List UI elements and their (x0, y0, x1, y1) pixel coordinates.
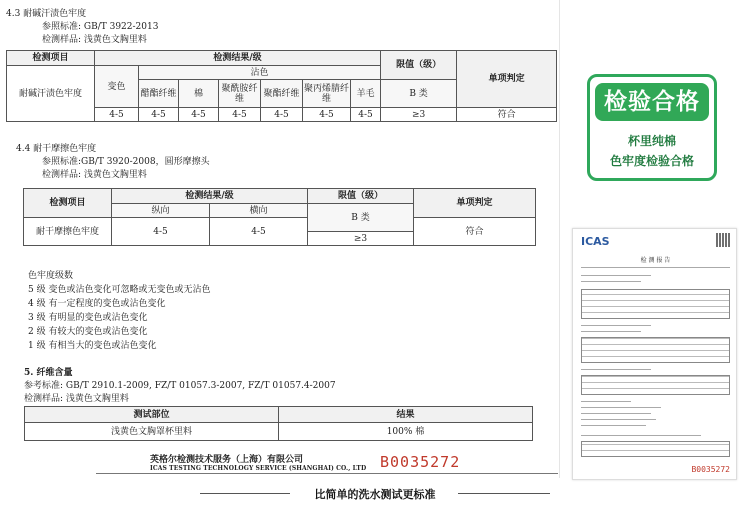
value-acetate: 4-5 (139, 108, 179, 122)
company-name: 英格尔检测技术服务（上海）有限公司 (150, 455, 304, 465)
thumb-line (581, 435, 701, 436)
section-5-standard: 参考标准: GB/T 2910.1-2009, FZ/T 01057.3-2007, FZ/T 01057.4-2007 (24, 381, 336, 391)
col-verdict: 单项判定 (457, 51, 557, 108)
verdict: 符合 (457, 108, 557, 122)
value-warp: 4-5 (112, 218, 210, 246)
fiber-result: 100% 棉 (279, 423, 533, 441)
section-5-sample: 检测样品: 浅黄色文胸里料 (24, 394, 129, 404)
section-4-4-sample: 检测样品: 浅黄色文胸里料 (42, 170, 147, 180)
test-part: 浅黄色文胸罩杯里料 (25, 423, 279, 441)
thumb-line (581, 331, 641, 332)
report-thumbnail (572, 228, 737, 480)
caption: 比简单的洗水测试更标准 (314, 488, 436, 501)
col-color-change: 变色 (95, 66, 139, 108)
limit-value: ≥3 (308, 232, 414, 246)
limit-value: ≥3 (381, 108, 457, 122)
value-polyester: 4-5 (261, 108, 303, 122)
grade-4: 4 级 有一定程度的变色或沾色变化 (28, 299, 166, 309)
company-name-en: ICAS TESTING TECHNOLOGY SERVICE (SHANGHAI) CO., LTD (150, 465, 367, 472)
value-acrylic: 4-5 (303, 108, 351, 122)
fiber-acrylic: 聚丙烯腈纤维 (303, 80, 351, 108)
thumb-table (581, 441, 730, 457)
badge-line-2: 色牢度检验合格 (609, 154, 694, 168)
qr-code-icon (716, 233, 730, 247)
fiber-polyester: 聚酯纤维 (261, 80, 303, 108)
thumb-line (581, 325, 651, 326)
thumb-line (581, 425, 646, 426)
caption-divider-right (458, 493, 550, 494)
col-item: 检测项目 (7, 51, 95, 66)
col-result: 检测结果/级 (112, 189, 308, 204)
grades-title: 色牢度级数 (28, 271, 74, 281)
thumb-line (581, 369, 651, 370)
section-5-heading: 5. 纤维含量 (24, 368, 73, 378)
section-4-3-sample: 检测样品: 浅黄色文胸里料 (42, 35, 147, 45)
value-polyamide: 4-5 (219, 108, 261, 122)
fiber-content-table (24, 406, 533, 441)
col-limit: 限值（级） (381, 51, 457, 80)
fiber-polyamide: 聚酰胺纤维 (219, 80, 261, 108)
inspection-passed-badge (587, 74, 717, 181)
grade-1: 1 级 有相当大的变色或沾色变化 (28, 341, 157, 351)
col-result: 检测结果/级 (95, 51, 381, 66)
fiber-wool: 羊毛 (351, 80, 381, 108)
fiber-acetate: 醋酯纤维 (139, 80, 179, 108)
row-label: 耐碱汗渍色牢度 (7, 66, 95, 122)
limit-class: B 类 (381, 80, 457, 108)
footer-divider (96, 473, 558, 474)
thumb-line (581, 267, 730, 268)
thumb-line (581, 281, 641, 282)
value-cotton: 4-5 (179, 108, 219, 122)
section-4-3-heading: 4.3 耐碱汗渍色牢度 (6, 9, 87, 19)
icas-logo: ICAS (581, 235, 610, 248)
thumb-line (581, 407, 661, 408)
col-item: 检测项目 (24, 189, 112, 218)
grade-5: 5 级 变色或沾色变化可忽略或无变色或无沾色 (28, 285, 211, 295)
section-4-4-heading: 4.4 耐干摩擦色牢度 (16, 144, 97, 154)
dry-rubbing-table (23, 188, 536, 246)
value-wool: 4-5 (351, 108, 381, 122)
col-test-part: 测试部位 (25, 407, 279, 423)
grade-2: 2 级 有较大的变色或沾色变化 (28, 327, 148, 337)
thumb-title: 检 测 报 告 (640, 257, 671, 264)
fiber-cotton: 棉 (179, 80, 219, 108)
limit-class: B 类 (308, 204, 414, 232)
alkaline-sweat-table (6, 50, 557, 122)
value-weft: 4-5 (210, 218, 308, 246)
thumb-table (581, 337, 730, 363)
thumb-line (581, 419, 656, 420)
col-verdict: 单项判定 (414, 189, 536, 218)
value-change: 4-5 (95, 108, 139, 122)
row-label: 耐干摩擦色牢度 (24, 218, 112, 246)
thumb-serial: B0035272 (691, 465, 730, 474)
badge-title: 检验合格 (595, 83, 709, 121)
thumb-line (581, 401, 631, 402)
section-4-4-standard: 参照标准:GB/T 3920-2008，圆形摩擦头 (42, 157, 210, 167)
thumb-table (581, 289, 730, 319)
badge-line-1: 杯里纯棉 (627, 134, 676, 148)
section-4-3-standard: 参照标准: GB/T 3922-2013 (42, 22, 159, 32)
grade-3: 3 级 有明显的变色或沾色变化 (28, 313, 148, 323)
verdict: 符合 (414, 218, 536, 246)
report-serial: B0035272 (380, 453, 461, 471)
thumb-table (581, 375, 730, 395)
col-weft: 横向 (210, 204, 308, 218)
col-limit: 限值（级） (308, 189, 414, 204)
col-staining: 沾色 (139, 66, 381, 80)
thumb-line (581, 275, 651, 276)
thumb-line (581, 413, 651, 414)
col-warp: 纵向 (112, 204, 210, 218)
col-result: 结果 (279, 407, 533, 423)
